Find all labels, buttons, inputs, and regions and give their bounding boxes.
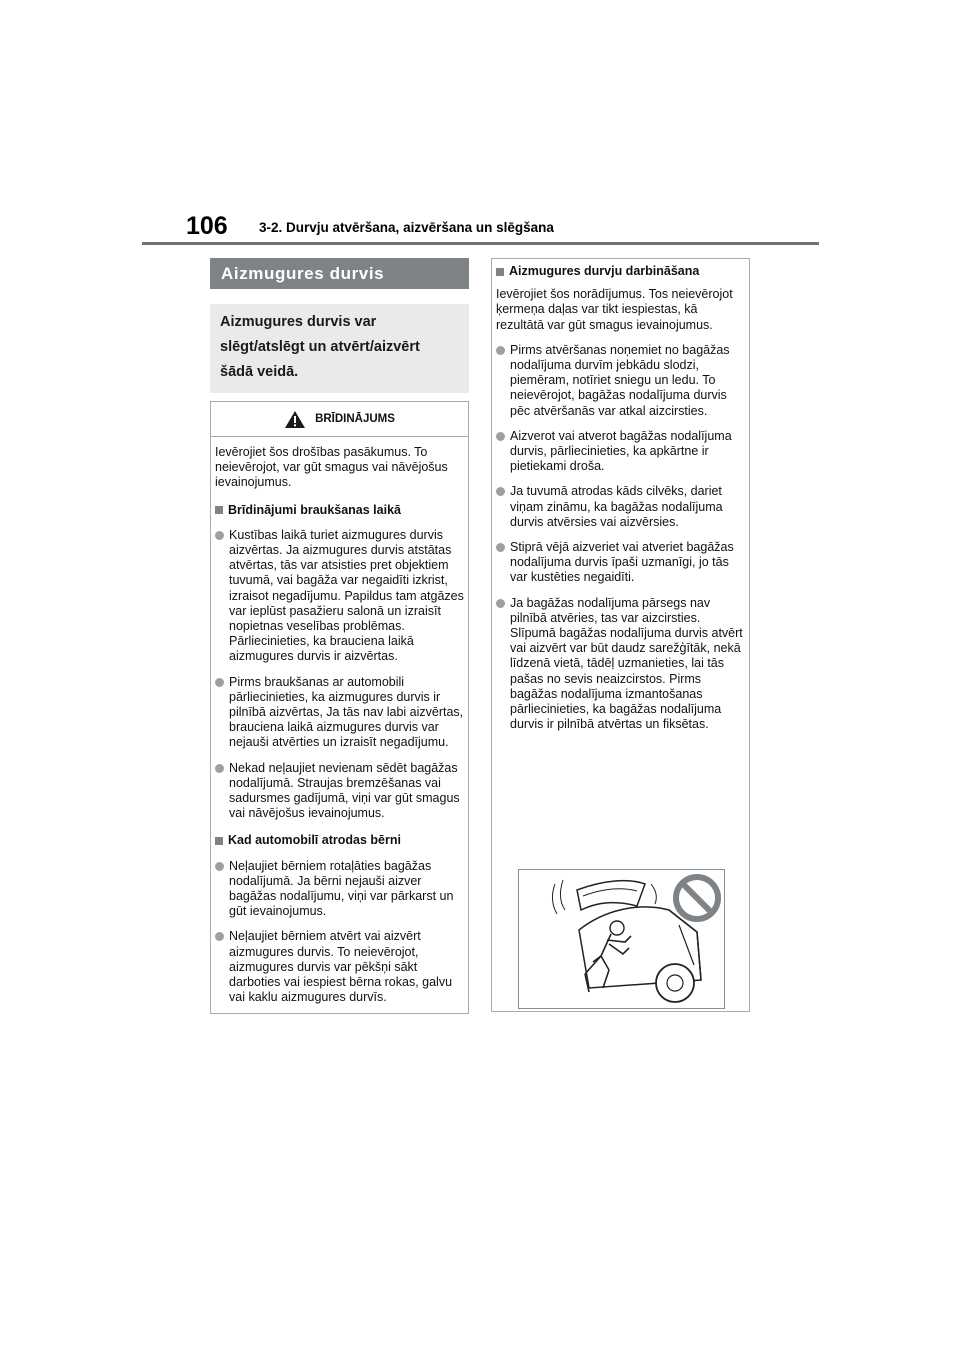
square-bullet-icon [496,268,504,276]
list-item [492,343,749,419]
list-item-text: Neļaujiet bērniem rotaļāties bagāžas nodalījumā. Ja bērni nejauši aizver bagāžas nodalījumu, viņi var pārkarst un gūt ievainojumus. [229,858,454,919]
list-item-text: Kustības laikā turiet aizmugures durvis aizvērtas. Ja aizmugures durvis atstātas atvērtas, tās var atsisties pret objektiem tuvumā, vai bagāža var negaidīti izkrist, izraisot negadījumu. Papildus tam atgāzes var ieplūst pasažieru salonā un izraisīt nopietnas veselības problēmas. Pārliecinieties, ka brauciena laikā aizmugures durvis ir aizvērtas. [229,527,464,664]
bullet-dot-icon [496,599,505,608]
children-heading-text: Kad automobilī atrodas bērni [228,833,401,848]
operation-heading [492,264,749,279]
warning-intro: Ievērojiet šos drošības pasākumus. To neievērojot, var gūt smagus vai nāvējošus ievainojumus. [215,445,448,490]
bullet-dot-icon [215,932,224,941]
square-bullet-icon [215,837,223,845]
list-item [211,929,468,1005]
warning-box [210,401,469,1014]
section-title: Aizmugures durvis [210,258,469,289]
caution-box [491,258,750,1012]
operation-heading-text: Aizmugures durvju darbināšana [509,264,700,278]
left-column [210,258,469,1014]
intro-line: šādā veidā. [220,364,299,380]
right-column [491,258,750,1012]
warning-title: BRĪDINĀJUMS [315,413,395,425]
driving-heading-text: Brīdinājumi braukšanas laikā [228,502,401,517]
list-item [492,429,749,475]
list-item [211,859,468,920]
list-item [211,528,468,665]
bullet-dot-icon [496,346,505,355]
list-item [492,540,749,586]
section-path: 3-2. Durvju atvēršana, aizvēršana un slēgšana [259,220,554,235]
bullet-dot-icon [496,543,505,552]
page-number: 106 [186,212,228,240]
list-item-text: Pirms atvēršanas noņemiet no bagāžas nodalījuma durvīm jebkādu slodzi, piemēram, notīriet sniegu un ledu. To neievērojot, bagāžas nodalījuma durvis pēc atvēršanās var atkal aizcirsties. [510,342,730,418]
bullet-dot-icon [496,432,505,441]
tailgate-illustration [518,869,725,1009]
tailgate-drawing [519,870,724,1008]
bullet-dot-icon [215,862,224,871]
intro-box [210,304,469,393]
list-item-text: Pirms braukšanas ar automobili pārliecinieties, ka aizmugures durvis ir pilnībā aizvērtas, Ja tās nav labi aizvērtas, brauciena laikā aizmugures durvis var nejauši atvērties un izraisīt negadījumu. [229,674,464,750]
driving-heading [211,503,468,518]
children-heading [211,833,468,848]
prohibition-sign-icon [676,877,718,919]
bullet-dot-icon [215,531,224,540]
intro-line: slēgt/atslēgt un atvērt/aizvērt [220,339,420,355]
square-bullet-icon [215,506,223,514]
header-rule [142,242,819,245]
list-item-text: Ja bagāžas nodalījuma pārsegs nav pilnībā atvēries, tas var aizcirsties. Slīpumā bagāžas nodalījuma durvis atvērt vai aizvērt var būt daudz sarežģītāk, nekā līdzenā vietā, tādēļ uzmanieties, lai tās pašas no sevis neaizcirstos. Pirms bagāžas nodalījuma izmantošanas pārliecinieties, ka bagāžas nodalījuma durvis ir pilnībā atvērtas un fiksētas. [510,595,743,732]
list-item-text: Aizverot vai atverot bagāžas nodalījuma durvis, pārliecinieties, ka apkārtne ir pietiekami droša. [510,428,732,474]
list-item [492,484,749,530]
list-item [492,596,749,733]
list-item [211,675,468,751]
bullet-dot-icon [215,764,224,773]
operation-intro: Ievērojiet šos norādījumus. Tos neievērojot ķermeņa daļas var tikt iespiestas, kā rezultātā var gūt smagus ievainojumus. [496,287,733,332]
warning-header [211,402,468,437]
list-item-text: Ja tuvumā atrodas kāds cilvēks, dariet viņam zināmu, ka bagāžas nodalījuma durvis atvērsies vai aizvērsies. [510,484,723,529]
bullet-dot-icon [215,678,224,687]
list-item-text: Neļaujiet bērniem atvērt vai aizvērt aizmugures durvis. To neievērojot, aizmugures durvis var pēkšņi sākt darboties vai iespiest bērna rokas, galvu vai kaklu aizmugures durvīs. [229,929,453,1005]
intro-line: Aizmugures durvis var [220,314,377,330]
list-item [211,761,468,822]
list-item-text: Nekad neļaujiet nevienam sēdēt bagāžas nodalījumā. Straujas bremzēšanas vai sadursmes gadījumā, viņi var gūt smagus vai nāvējošus ievainojumus. [229,760,460,821]
warning-triangle-icon [284,410,306,429]
bullet-dot-icon [496,487,505,496]
list-item-text: Stiprā vējā aizveriet vai atveriet bagāžas nodalījuma durvis īpaši uzmanīgi, jo tās var kustēties negaidīti. [510,540,734,585]
